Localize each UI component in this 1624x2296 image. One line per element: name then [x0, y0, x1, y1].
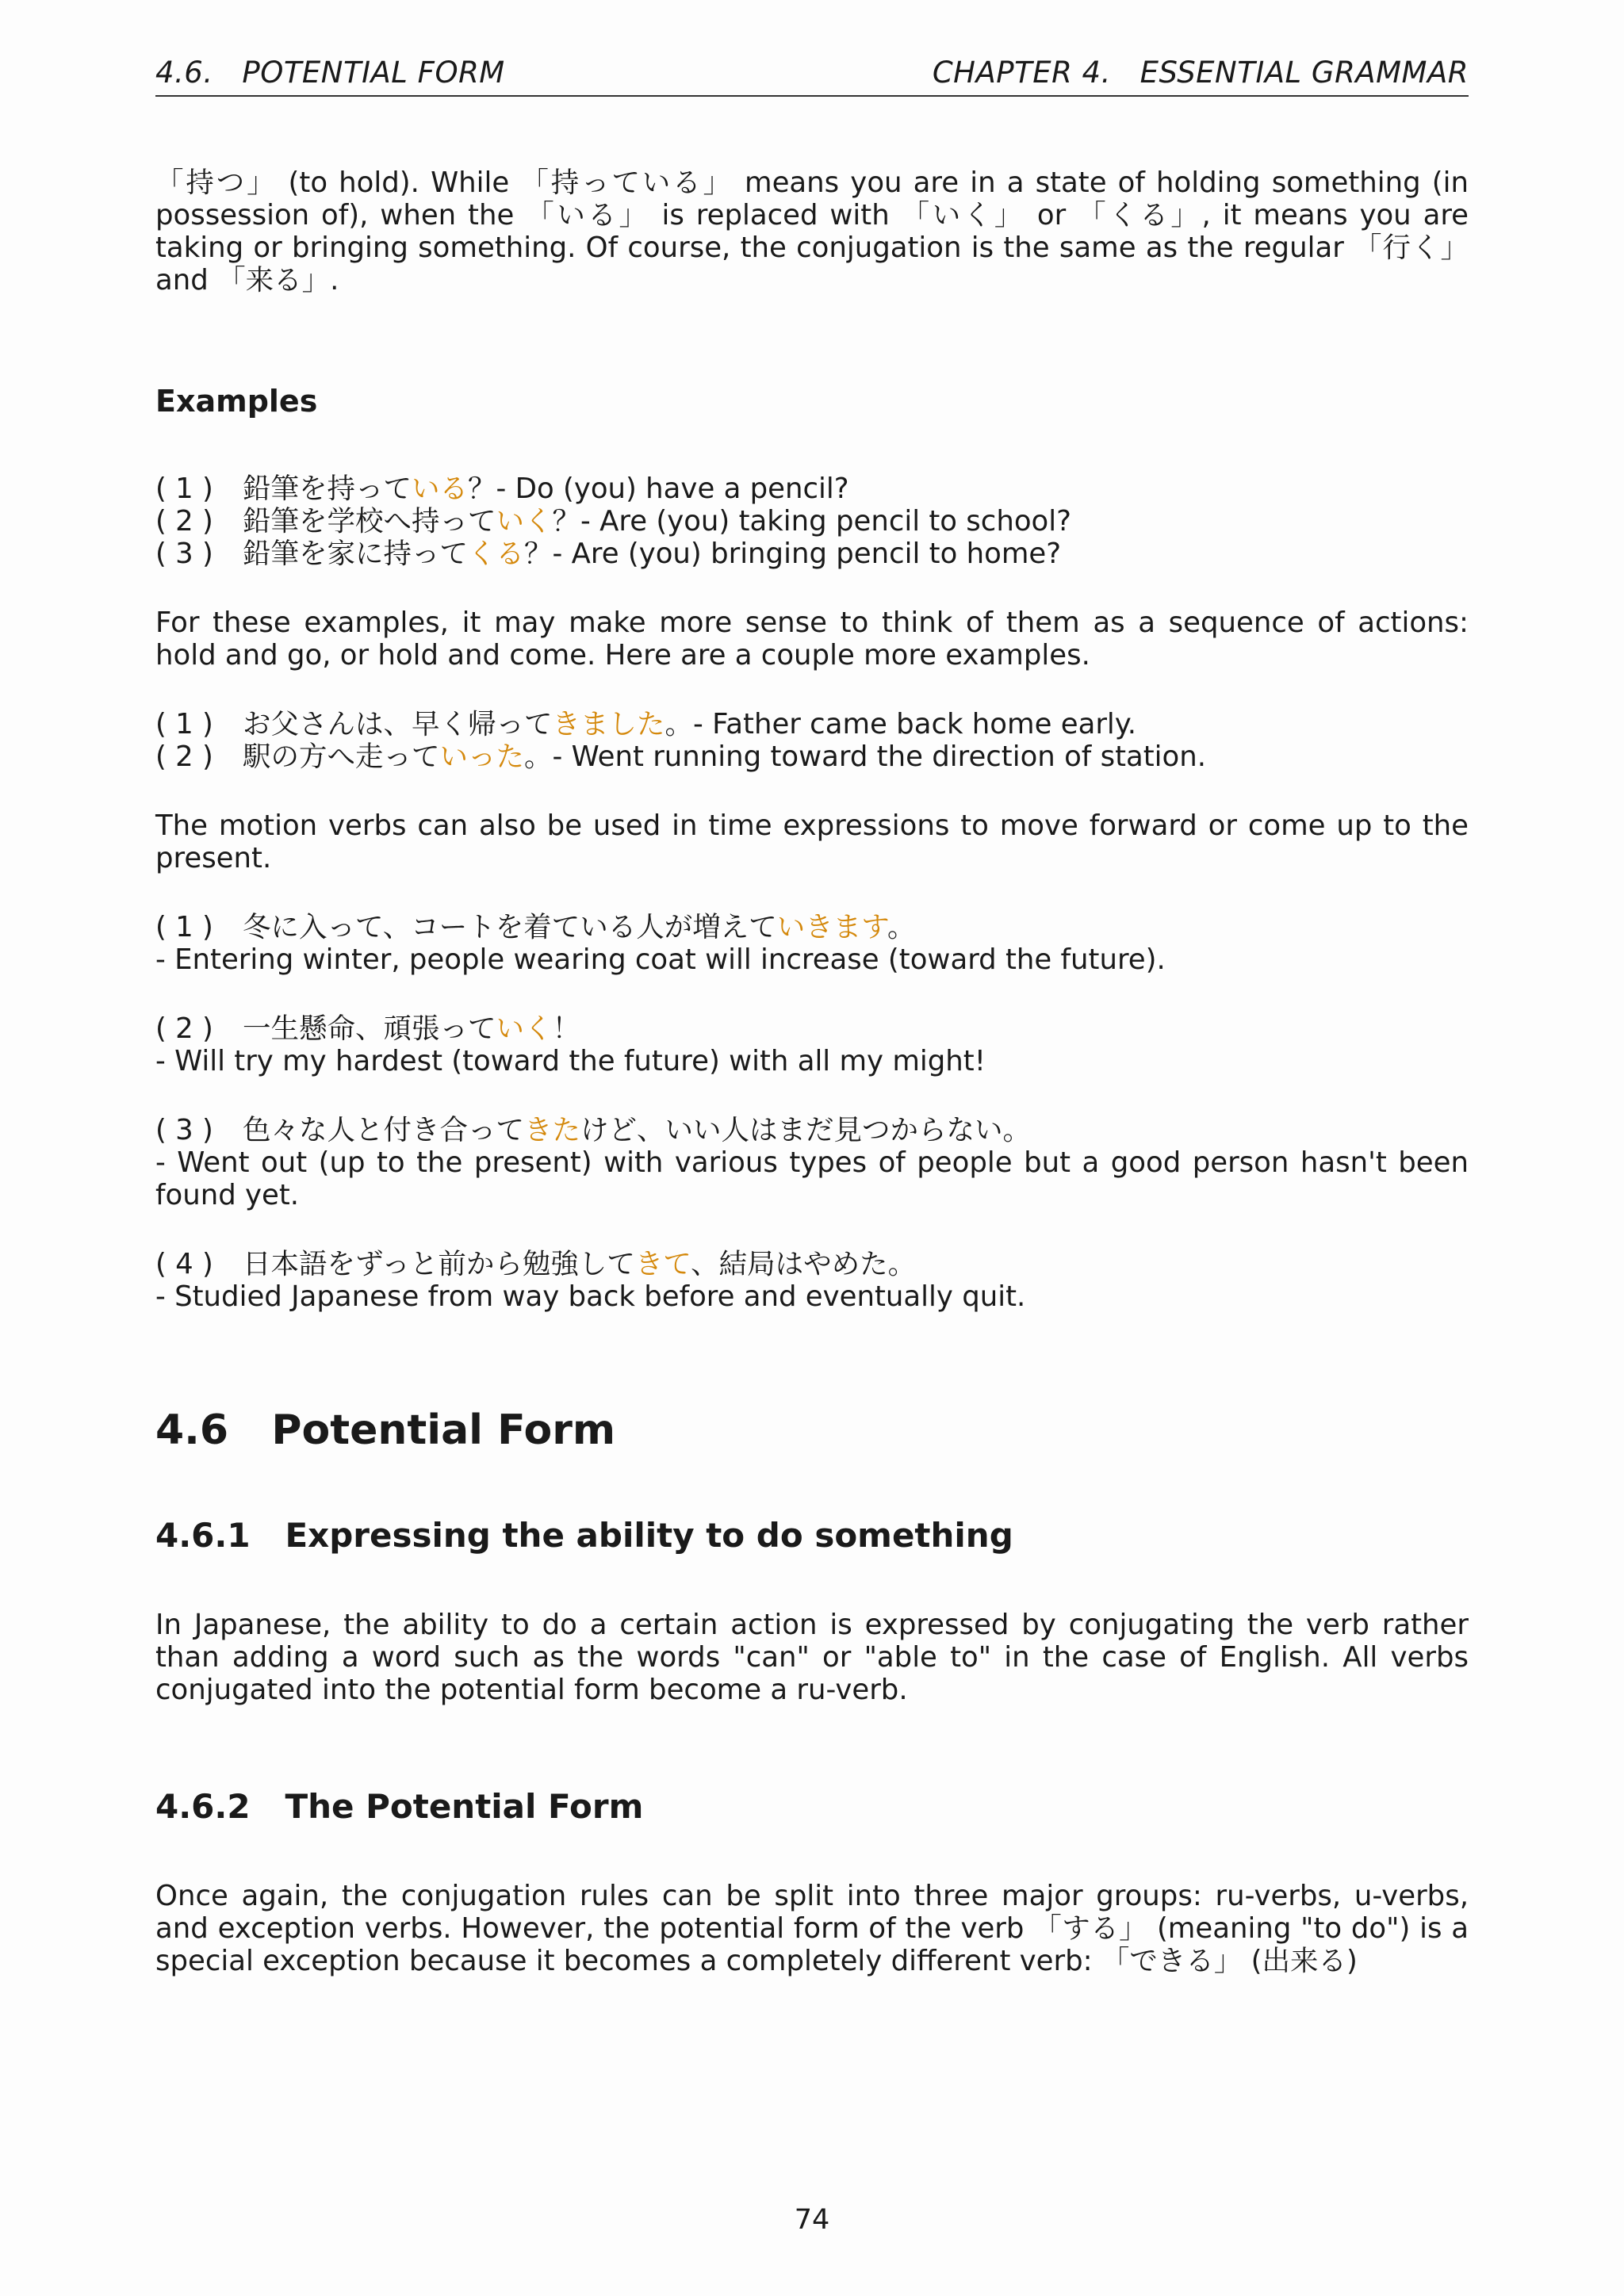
example-text: 鉛筆を学校へ持って [243, 505, 496, 538]
example-item [155, 740, 1469, 773]
example-highlight: いく [496, 505, 553, 538]
example-highlight: いった [439, 740, 525, 773]
example-item [155, 505, 1469, 538]
example-translation: ？- Do (you) have a pencil? [468, 473, 849, 505]
example-item [155, 538, 1469, 570]
example-highlight: いく [496, 1012, 553, 1045]
header-chapter-title: CHAPTER 4. ESSENTIAL GRAMMAR [932, 55, 1469, 90]
example-item [155, 473, 1469, 505]
example-highlight: きました [552, 708, 665, 740]
example-text-end: ！ [552, 1012, 581, 1045]
example-number: ( 4 ) [155, 1248, 213, 1280]
example-translation: ？- Are (you) bringing pencil to home? [524, 538, 1062, 570]
example-translation: 。- Father came back home early. [665, 708, 1137, 740]
example-highlight: きた [524, 1114, 581, 1146]
example-highlight: きて [634, 1248, 691, 1280]
subsection-heading-1: 4.6.1 Expressing the ability to do something [155, 1516, 1013, 1555]
example-text: 駅の方へ走って [243, 740, 440, 773]
page-number: 74 [794, 2204, 830, 2236]
example-text: 鉛筆を家に持って [243, 538, 469, 570]
example-highlight: いる [412, 473, 469, 505]
example-text: 色々な人と付き合って [243, 1114, 525, 1146]
example-item [155, 708, 1469, 740]
example-translation: 。- Went running toward the direction of station. [524, 740, 1207, 773]
example-block [155, 1248, 1469, 1313]
example-number: ( 1 ) [155, 708, 213, 740]
example-highlight: くる [468, 538, 525, 570]
example-number: ( 2 ) [155, 505, 213, 538]
example-text-end: 。 [887, 911, 916, 943]
examples-list-2 [155, 708, 1469, 773]
example-number: ( 2 ) [155, 740, 213, 773]
main-content [155, 166, 1469, 1977]
example-translation: - Will try my hardest (toward the future) with all my might! [155, 1045, 986, 1077]
example-text: お父さんは、早く帰って [243, 708, 553, 740]
example-highlight: いきます [776, 911, 887, 943]
paragraph-sequence: For these examples, it may make more sense to think of them as a sequence of actions: hold and go, or hold and come. Here are a couple more examples. [155, 607, 1469, 672]
example-block [155, 1114, 1469, 1211]
example-text-end: けど、いい人はまだ見つからない。 [580, 1114, 1032, 1146]
example-item [155, 911, 1469, 943]
subsection-2-text: Once again, the conjugation rules can be split into three major groups: ru-verbs, u-verbs, and exception verbs. However, the potential form of the verb 「する」 (meaning "to do") is a special exception because it becomes a completely different verb: 「できる」 (出来る) [155, 1880, 1469, 1977]
example-translation: ？- Are (you) taking pencil to school? [552, 505, 1071, 538]
section-heading: 4.6 Potential Form [155, 1406, 616, 1454]
example-translation: - Went out (up to the present) with various types of people but a good person hasn't been found yet. [155, 1146, 1469, 1211]
example-number: ( 2 ) [155, 1012, 213, 1045]
example-text: 日本語をずっと前から勉強して [243, 1248, 635, 1280]
paragraph-time-expressions: The motion verbs can also be used in time expressions to move forward or come up to the present. [155, 809, 1469, 874]
example-item [155, 1114, 1469, 1146]
example-block [155, 1012, 1469, 1077]
examples-heading: Examples [155, 384, 318, 419]
header-section-title: 4.6. POTENTIAL FORM [155, 55, 505, 90]
subsection-heading-2: 4.6.2 The Potential Form [155, 1787, 644, 1826]
example-item [155, 1248, 1469, 1280]
example-number: ( 1 ) [155, 911, 213, 943]
examples-list-1 [155, 473, 1469, 570]
example-number: ( 1 ) [155, 473, 213, 505]
subsection-1-text: In Japanese, the ability to do a certain action is expressed by conjugating the verb rather than adding a word such as the words "can" or "able to" in the case of English. All verbs conjugated into the potential form become a ru-verb. [155, 1609, 1469, 1706]
example-text: 一生懸命、頑張って [243, 1012, 496, 1045]
example-translation: - Studied Japanese from way back before and eventually quit. [155, 1280, 1026, 1313]
example-text: 鉛筆を持って [243, 473, 412, 505]
intro-paragraph: 「持つ」 (to hold). While 「持っている」 means you are in a state of holding something (in possession of), when the 「いる」 is replaced with 「いく」 or 「くる」, it means you are taking or bringing something. Of course, the conjugation is the same as the regular 「行く」 and 「来る」. [155, 166, 1469, 297]
example-translation: - Entering winter, people wearing coat will increase (toward the future). [155, 943, 1166, 976]
example-block [155, 911, 1469, 976]
example-number: ( 3 ) [155, 538, 213, 570]
example-text: 冬に入って、コートを着ている人が増えて [243, 911, 777, 943]
running-header [155, 51, 1469, 97]
example-text-end: 、結局はやめた。 [691, 1248, 917, 1280]
example-item [155, 1012, 1469, 1045]
example-number: ( 3 ) [155, 1114, 213, 1146]
